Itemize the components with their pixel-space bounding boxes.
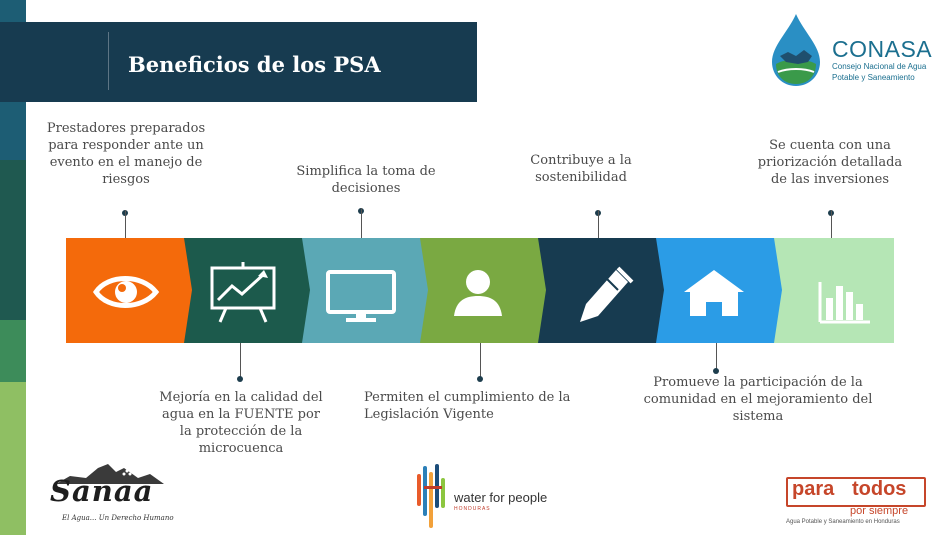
benefit-4-label: Permiten el cumplimiento de la Legislación Vigente xyxy=(364,390,571,422)
sanaa-name: Sanaa xyxy=(50,474,154,508)
pin-dot-4 xyxy=(477,376,483,382)
pin-line-4 xyxy=(480,343,481,379)
para-todos-main-2: todos xyxy=(852,478,907,500)
side-stripe-3 xyxy=(0,320,26,382)
pin-line-6 xyxy=(716,343,717,371)
pin-line-3 xyxy=(361,208,362,238)
para-todos-main-1: para xyxy=(792,478,835,500)
benefit-1-label: Prestadores preparados para responder ante un evento en el manejo de riesgos xyxy=(46,121,206,187)
benefit-2-label: Mejoría en la calidad del agua en la FUENTE por la protección de la microcuenca xyxy=(159,390,323,456)
side-stripe-4 xyxy=(0,382,26,535)
wfp-country: HONDURAS xyxy=(454,506,491,512)
benefit-5-label: Contribuye a la sostenibilidad xyxy=(530,153,632,185)
step-7-block xyxy=(774,238,894,343)
conasa-drop-logo-icon xyxy=(768,12,824,88)
page-title: Beneficios de los PSA xyxy=(128,52,381,77)
pin-dot-2 xyxy=(237,376,243,382)
sanaa-slogan: El Agua... Un Derecho Humano xyxy=(62,514,174,522)
pin-line-1 xyxy=(125,210,126,238)
para-todos-sub: por siempre xyxy=(850,505,909,517)
side-stripe-2 xyxy=(0,160,26,320)
benefit-7-label: Se cuenta con una priorización detallada de las inversiones xyxy=(757,138,903,187)
step-3-block xyxy=(302,238,428,343)
water-for-people-logo-icon xyxy=(414,462,448,530)
conasa-subtitle-2: Potable y Saneamiento xyxy=(832,73,915,82)
pin-line-2 xyxy=(240,343,241,379)
pin-line-5 xyxy=(598,210,599,238)
benefit-6-label: Promueve la participación de la comunidad en el mejoramiento del sistema xyxy=(643,375,873,424)
wfp-name: water for people xyxy=(454,490,548,505)
para-todos-tagline: Agua Potable y Saneamiento en Honduras xyxy=(786,519,900,525)
title-separator xyxy=(108,32,109,90)
conasa-subtitle-1: Consejo Nacional de Agua xyxy=(832,62,927,71)
benefit-3-label: Simplifica la toma de decisiones xyxy=(296,164,436,196)
conasa-name: CONASA xyxy=(832,36,933,62)
pin-line-7 xyxy=(831,210,832,238)
benefits-strip xyxy=(66,238,894,343)
